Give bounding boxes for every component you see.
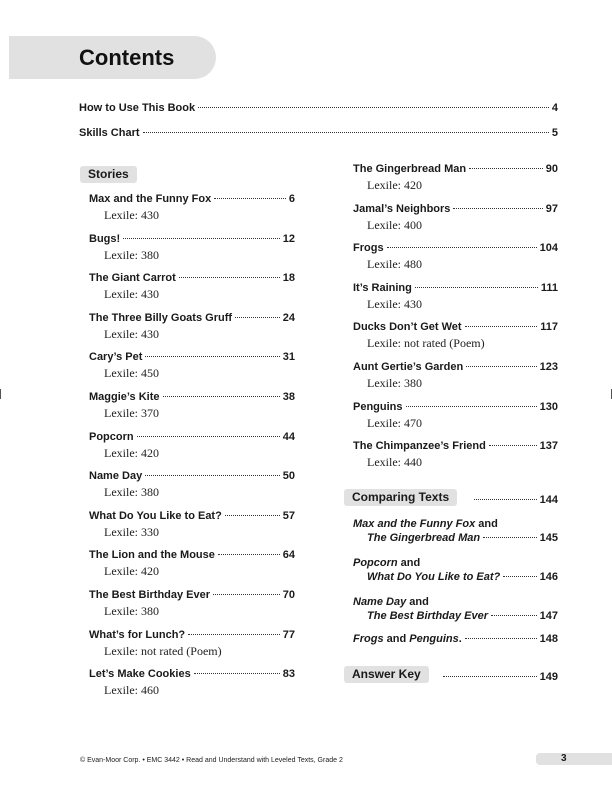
leader-dots xyxy=(406,406,537,407)
story-lexile: Lexile: 380 xyxy=(367,376,422,390)
story-entry[interactable] xyxy=(89,233,295,249)
leader-dots xyxy=(503,576,536,577)
story-page: 57 xyxy=(282,509,295,522)
leader-dots xyxy=(453,208,542,209)
story-lexile: Lexile: 380 xyxy=(104,604,159,618)
story-page: 77 xyxy=(282,628,295,641)
comparing-item-page: 148 xyxy=(539,633,558,645)
story-lexile: Lexile: 420 xyxy=(367,178,422,192)
leader-dots xyxy=(218,554,280,555)
story-lexile: Lexile: 420 xyxy=(104,564,159,579)
story-entry[interactable] xyxy=(89,549,295,565)
story-lexile: Lexile: 460 xyxy=(104,683,159,698)
leader-dots xyxy=(474,499,537,500)
leader-dots xyxy=(194,673,280,674)
story-entry[interactable] xyxy=(89,510,295,526)
leader-dots xyxy=(225,515,280,516)
comparing-item[interactable] xyxy=(367,610,558,626)
leader-dots xyxy=(465,638,537,639)
story-lexile: Lexile: 420 xyxy=(104,445,159,460)
story-title: The Chimpanzee’s Friend xyxy=(353,440,486,453)
leader-dots xyxy=(198,107,549,108)
story-title: Popcorn xyxy=(89,430,134,443)
story-lexile: Lexile: 370 xyxy=(104,406,159,420)
footer-credit: © Evan-Moor Corp. • EMC 3442 • Read and Understand with Leveled Texts, Grade 2 xyxy=(80,757,343,764)
section-header-stories: Stories xyxy=(80,166,137,183)
comparing-title: Max and the Funny Fox xyxy=(353,518,476,530)
story-page: 70 xyxy=(282,589,295,601)
story-page: 24 xyxy=(282,311,295,324)
story-lexile: Lexile: 380 xyxy=(104,485,159,500)
page-title: Contents xyxy=(79,45,175,70)
toc-entry[interactable] xyxy=(79,127,558,143)
story-entry[interactable] xyxy=(89,629,295,645)
comparing-end: . xyxy=(458,633,462,645)
leader-dots xyxy=(145,356,279,357)
crop-mark xyxy=(0,389,1,399)
comparing-item-page: 145 xyxy=(539,532,558,544)
comparing-title: Frogs xyxy=(353,633,384,645)
story-title: Aunt Gertie’s Garden xyxy=(353,361,464,373)
story-lexile: Lexile: not rated (Poem) xyxy=(104,643,222,658)
toc-entry-page: 5 xyxy=(551,127,558,139)
story-title: Max and the Funny Fox xyxy=(89,193,212,205)
story-title: Frogs xyxy=(353,242,384,255)
story-lexile: Lexile: 430 xyxy=(104,287,159,302)
toc-entry[interactable] xyxy=(79,102,558,118)
story-entry[interactable] xyxy=(353,361,558,377)
comparing-title: Name Day xyxy=(353,596,407,608)
leader-dots xyxy=(213,594,280,595)
story-lexile: Lexile: 480 xyxy=(367,257,422,272)
story-page: 18 xyxy=(282,272,295,285)
story-lexile: Lexile: 400 xyxy=(367,217,422,232)
story-page: 31 xyxy=(282,351,295,364)
story-title: The Giant Carrot xyxy=(89,272,176,285)
story-title: Jamal’s Neighbors xyxy=(353,202,451,215)
leader-dots xyxy=(387,247,537,248)
comparing-title: Penguins xyxy=(409,633,459,645)
leader-dots xyxy=(443,676,537,677)
story-entry[interactable] xyxy=(89,470,295,486)
story-lexile: Lexile: 430 xyxy=(367,296,422,311)
leader-dots xyxy=(235,317,280,318)
toc-entry-page: 4 xyxy=(551,102,558,114)
page-number-tab xyxy=(536,753,612,765)
story-page: 12 xyxy=(282,232,295,245)
comparing-item-line1 xyxy=(353,557,420,569)
story-entry[interactable] xyxy=(353,401,558,417)
comparing-and: and xyxy=(383,633,410,645)
story-title: What Do You Like to Eat? xyxy=(89,509,222,522)
story-entry[interactable] xyxy=(89,391,295,407)
leader-dots xyxy=(465,326,538,327)
story-lexile: Lexile: not rated (Poem) xyxy=(367,336,485,351)
comparing-item-line1 xyxy=(353,596,429,608)
leader-dots xyxy=(466,366,536,367)
story-lexile: Lexile: 380 xyxy=(104,247,159,262)
story-page: 83 xyxy=(282,668,295,681)
leader-dots xyxy=(137,436,280,437)
comparing-item-single[interactable] xyxy=(353,633,558,649)
comparing-and: and xyxy=(406,596,429,608)
story-title: Name Day xyxy=(89,470,143,483)
comparing-title: Popcorn xyxy=(353,557,398,569)
story-page: 50 xyxy=(282,470,295,483)
story-lexile: Lexile: 440 xyxy=(367,455,422,470)
leader-dots xyxy=(491,615,537,616)
story-page: 104 xyxy=(539,242,558,255)
leader-dots xyxy=(483,537,537,538)
comparing-item[interactable] xyxy=(367,571,558,587)
comparing-item-line1 xyxy=(353,518,498,530)
story-page: 137 xyxy=(539,440,558,453)
section-header-answer-key: Answer Key xyxy=(344,666,429,683)
story-title: What’s for Lunch? xyxy=(89,628,186,641)
story-title: The Best Birthday Ever xyxy=(89,589,211,601)
story-entry[interactable] xyxy=(353,321,558,337)
section-header-comparing-texts: Comparing Texts xyxy=(344,489,457,506)
story-entry[interactable] xyxy=(353,440,558,456)
story-lexile: Lexile: 430 xyxy=(104,326,159,341)
toc-entry-label: Skills Chart xyxy=(79,127,140,139)
leader-dots xyxy=(179,277,280,278)
story-title: Let’s Make Cookies xyxy=(89,668,191,681)
answer-key-page-row[interactable] xyxy=(443,671,558,687)
story-entry[interactable] xyxy=(89,193,295,209)
story-page: 130 xyxy=(539,400,558,413)
leader-dots xyxy=(415,287,538,288)
story-title: Cary’s Pet xyxy=(89,351,143,364)
comparing-texts-page-row[interactable] xyxy=(474,494,558,510)
leader-dots xyxy=(188,634,280,635)
story-lexile: Lexile: 470 xyxy=(367,415,422,430)
story-title: Ducks Don’t Get Wet xyxy=(353,321,462,334)
leader-dots xyxy=(489,445,537,446)
story-title: Penguins xyxy=(353,400,403,413)
toc-entry-label: How to Use This Book xyxy=(79,102,196,114)
comparing-item-page: 147 xyxy=(539,610,558,622)
comparing-title: What Do You Like to Eat? xyxy=(367,571,501,583)
leader-dots xyxy=(143,132,549,133)
story-lexile: Lexile: 430 xyxy=(104,208,159,222)
answer-key-page: 149 xyxy=(539,671,558,683)
story-page: 6 xyxy=(288,193,295,205)
story-page: 123 xyxy=(539,361,558,373)
story-entry[interactable] xyxy=(353,282,558,298)
leader-dots xyxy=(123,238,280,239)
story-page: 117 xyxy=(540,321,558,334)
story-page: 64 xyxy=(282,549,295,562)
story-page: 97 xyxy=(545,202,558,215)
story-title: The Gingerbread Man xyxy=(353,163,467,175)
leader-dots xyxy=(163,396,280,397)
leader-dots xyxy=(145,475,280,476)
story-title: The Lion and the Mouse xyxy=(89,549,215,562)
story-entry[interactable] xyxy=(89,589,295,605)
story-entry[interactable] xyxy=(89,668,295,684)
story-entry[interactable] xyxy=(353,242,558,258)
story-title: Maggie’s Kite xyxy=(89,391,160,403)
leader-dots xyxy=(469,168,543,169)
leader-dots xyxy=(214,198,286,199)
comparing-title: The Gingerbread Man xyxy=(367,532,481,544)
story-page: 90 xyxy=(545,163,558,175)
comparing-title: The Best Birthday Ever xyxy=(367,610,489,622)
story-lexile: Lexile: 330 xyxy=(104,524,159,539)
comparing-and: and xyxy=(475,518,498,530)
story-page: 111 xyxy=(540,281,558,294)
page-number: 3 xyxy=(561,753,567,764)
comparing-item-page: 146 xyxy=(539,571,558,583)
story-title: It’s Raining xyxy=(353,281,412,294)
story-entry[interactable] xyxy=(353,203,558,219)
story-title: The Three Billy Goats Gruff xyxy=(89,311,233,324)
story-title: Bugs! xyxy=(89,232,121,245)
story-page: 44 xyxy=(282,430,295,443)
comparing-and: and xyxy=(397,557,421,569)
story-entry[interactable] xyxy=(89,272,295,288)
story-entry[interactable] xyxy=(89,431,295,447)
story-page: 38 xyxy=(282,391,295,403)
comparing-item[interactable] xyxy=(367,532,558,548)
story-lexile: Lexile: 450 xyxy=(104,366,159,381)
story-entry[interactable] xyxy=(89,351,295,367)
story-entry[interactable] xyxy=(353,163,558,179)
comparing-texts-page: 144 xyxy=(539,494,558,506)
story-entry[interactable] xyxy=(89,312,295,328)
